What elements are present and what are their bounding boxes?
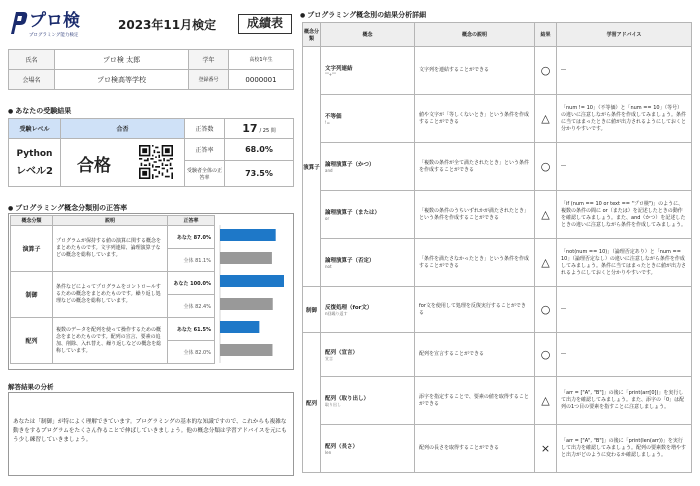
detail-result: △: [535, 191, 557, 239]
detail-advice: 「num != 10」（不等価）と「num == 10」（等号）の違いに注意しながら条件を作成してみましょう。条件に当てはまったときに値が出力されるようにしておくと分かりやすいです。: [557, 95, 692, 143]
concept-row-you: あなた 87.0%: [168, 226, 215, 249]
result-table: [8, 118, 294, 187]
detail-concept-sub: !=: [325, 120, 330, 125]
rate-bar-all: [220, 298, 273, 310]
detail-result: ×: [535, 425, 557, 473]
concepts-table: [10, 215, 215, 364]
detail-concept: 配列（取り出し）: [325, 396, 370, 402]
concept-row-desc: プログラムが保持する値の演算に関する概念をまとめたものです。文字列連結、論理演算子などの概念を総称しています。: [53, 226, 168, 272]
detail-col-concept: 概念: [321, 23, 415, 47]
detail-result: △: [535, 377, 557, 425]
all-rate-label: 受験者全体の正答率: [185, 161, 225, 187]
correct-cell: [225, 119, 294, 139]
detail-concept-sub: ""+"": [325, 72, 336, 77]
school-label: 会場名: [9, 70, 55, 90]
detail-concept-cell: [321, 425, 415, 473]
detail-concept-cell: [321, 377, 415, 425]
detail-concept-cell: [321, 47, 415, 95]
pass-header: 合否: [61, 119, 185, 139]
detail-desc: 「複数の条件のうちいずれかが満たされたとき」という条件を作成することができる: [415, 191, 535, 239]
level-cell: [9, 139, 61, 187]
concept-row-desc: 複数のデータを配列を使って操作するための概念をまとめたものです。配列の宣言、要素の追加、削除、入れ替え、繰り返しなどの概念を総称しています。: [53, 318, 168, 364]
concept-row-name: 演算子: [11, 226, 53, 272]
reg-label: 登録番号: [189, 70, 229, 90]
detail-group-operators: 演算子: [303, 47, 321, 287]
detail-col-cat: 概念分類: [303, 23, 321, 47]
detail-concept-cell: [321, 95, 415, 143]
correct-value: 17: [242, 122, 258, 135]
detail-group-control: 制御: [303, 287, 321, 333]
detail-concept-sub: not: [325, 264, 332, 269]
name-label: 氏名: [9, 50, 55, 70]
reg-value: 0000001: [229, 70, 294, 90]
detail-advice: 「arr = ["A", "B"]」の後に「print(len(arr))」を実行して出力を確認してみましょう。配列の要素数を増やすと出力がどのように変わるか確認しましょう。: [557, 425, 692, 473]
detail-desc: 配列を宣言することができる: [415, 333, 535, 377]
detail-result: ○: [535, 143, 557, 191]
detail-concept: 論理演算子（否定）: [325, 258, 375, 264]
concept-row-all: 全体 82.0%: [168, 341, 215, 364]
detail-concept: 論理演算子（または）: [325, 210, 381, 216]
logo: [8, 10, 100, 40]
detail-concept: 文字列連結: [325, 66, 353, 72]
rate-bar-all: [220, 252, 272, 264]
concept-row-desc: 条件などによってプログラムをコントロールするための概念をまとめたものです。繰り返し処理などの概念を総称しています。: [53, 272, 168, 318]
exam-title: 2023年11月検定: [118, 18, 217, 32]
detail-concept-cell: [321, 333, 415, 377]
detail-concept-cell: [321, 191, 415, 239]
name-value: プロ検 太郎: [55, 50, 189, 70]
pass-value: 合格: [77, 156, 111, 176]
pass-cell: [61, 139, 185, 187]
rate-bar-you: [220, 275, 284, 287]
concepts-section-title: ● プログラミング概念分類別の正答率: [8, 203, 127, 213]
detail-desc: for文を使用して処理を反復実行することができる: [415, 287, 535, 333]
concepts-col-desc: 説明: [53, 216, 168, 226]
detail-concept-cell: [321, 143, 415, 191]
detail-desc: 「複数の条件が全て満たされたとき」という条件を作成することができる: [415, 143, 535, 191]
report-label: 成績表: [238, 14, 292, 34]
school-value: プロ検高等学校: [55, 70, 189, 90]
detail-desc: 文字列を連結することができる: [415, 47, 535, 95]
detail-concept-sub: 宣言: [325, 356, 333, 361]
detail-concept-cell: [321, 287, 415, 333]
detail-concept-sub: or: [325, 216, 330, 221]
detail-desc: 値や文字が「等しくないとき」という条件を作成することができる: [415, 95, 535, 143]
detail-col-desc: 概念の説明: [415, 23, 535, 47]
concept-row-you: あなた 61.5%: [168, 318, 215, 341]
detail-group-array: 配列: [303, 333, 321, 473]
detail-result: △: [535, 95, 557, 143]
concept-row-name: 制御: [11, 272, 53, 318]
detail-advice: 「not(num == 10)」（論理否定あり）と「num == 10」（論理否定なし）の違いに注意しながら条件を作成してみましょう。条件に当てはまったときに値が出力されるようにしておくと分かりやすいです。: [557, 239, 692, 287]
detail-concept: 反復処理（for文）: [325, 305, 373, 311]
detail-result: △: [535, 239, 557, 287]
analysis-section-title: 解答結果の分析: [8, 383, 54, 391]
detail-advice: ―: [557, 333, 692, 377]
detail-advice: 「arr = ["A", "B"]」の後に「print(arr[0])」を実行して出力を確認してみましょう。また、添字の「0」は配列の1つ目の要素を指すことに注意しましょう。: [557, 377, 692, 425]
concept-row-name: 配列: [11, 318, 53, 364]
rate-bar-you: [220, 321, 259, 333]
grade-value: 高校1年生: [229, 50, 294, 70]
detail-concept-sub: len: [325, 450, 332, 455]
detail-desc: 「条件を満たさなかったとき」という条件を作成することができる: [415, 239, 535, 287]
rate-value: 68.0%: [225, 139, 294, 161]
profile-table: [8, 49, 294, 90]
detail-advice: ―: [557, 143, 692, 191]
rate-bar-you: [220, 229, 276, 241]
detail-concept-cell: [321, 239, 415, 287]
logo-text: プロ検: [29, 11, 80, 31]
level-header: 受験レベル: [9, 119, 61, 139]
detail-section-title: ● プログラミング概念別の結果分析詳細: [300, 10, 426, 20]
all-rate-value: 73.5%: [225, 161, 294, 187]
grade-label: 学年: [189, 50, 229, 70]
detail-concept: 配列（長さ）: [325, 444, 359, 450]
detail-result: ○: [535, 287, 557, 333]
detail-col-result: 結果: [535, 23, 557, 47]
level-num: レベル2: [16, 165, 53, 177]
detail-concept: 論理演算子（かつ）: [325, 162, 375, 168]
detail-desc: 配列の長さを取得することができる: [415, 425, 535, 473]
concepts-col-rate: 正答率: [168, 216, 215, 226]
detail-col-advice: 学習アドバイス: [557, 23, 692, 47]
concept-row-you: あなた 100.0%: [168, 272, 215, 295]
logo-subtitle: プログラミング能力検定: [29, 33, 79, 38]
detail-table: [302, 22, 692, 473]
concepts-col-category: 概念分類: [11, 216, 53, 226]
detail-concept-sub: and: [325, 168, 333, 173]
detail-concept: 配列（宣言）: [325, 350, 359, 356]
correct-total: / 25 問: [259, 128, 276, 134]
detail-concept-sub: 取り出し: [325, 402, 341, 407]
detail-advice: 「if (num == 10 or text == "プロ検")」のように、複数の条件の間に or（または）を記述したときの動作を確認してみましょう。また、and（かつ）を記述したときの違いに注意しながら条件を作成してみましょう。: [557, 191, 692, 239]
rate-bar-chart: [216, 225, 290, 365]
detail-concept: 不等価: [325, 114, 342, 120]
correct-label: 正答数: [185, 119, 225, 139]
detail-result: ○: [535, 47, 557, 95]
level-lang: Python: [16, 148, 53, 159]
detail-advice: ―: [557, 47, 692, 95]
concept-row-all: 全体 81.1%: [168, 249, 215, 272]
analysis-text: あなたは「制御」が特によく理解できています。プログラミングの基本的な知識ですので、これからも複雑な動きをするプログラムをたくさん作ることで伸ばしていきましょう。他の概念分類は学習アドバイスを元にもう少し練習していきましょう。: [13, 419, 287, 443]
detail-advice: ―: [557, 287, 692, 333]
rate-bar-all: [220, 344, 272, 356]
rate-label: 正答率: [185, 139, 225, 161]
qr-code: [139, 145, 173, 179]
detail-desc: 添字を指定することで、要素の値を取得することができる: [415, 377, 535, 425]
logo-mark-icon: [8, 11, 28, 35]
concept-row-all: 全体 82.4%: [168, 295, 215, 318]
detail-result: ○: [535, 333, 557, 377]
result-section-title: ● あなたの受験結果: [8, 106, 71, 116]
detail-concept-sub: n回繰り返す: [325, 311, 348, 316]
